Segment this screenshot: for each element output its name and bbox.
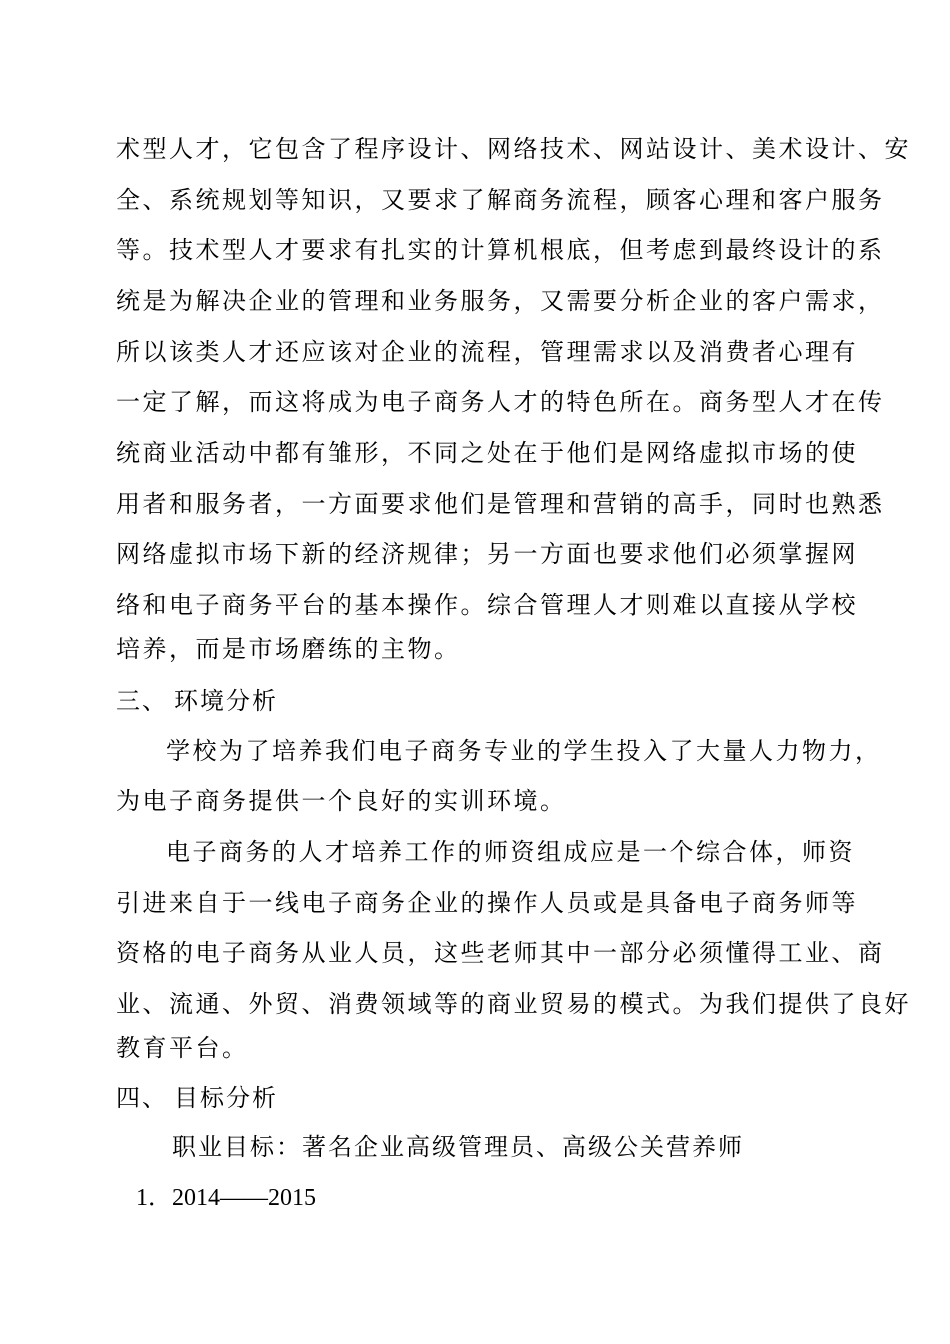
paragraph-line: 学校为了培养我们电子商务专业的学生投入了大量人力物力， [166, 737, 882, 765]
paragraph-line: 引进来自于一线电子商务企业的操作人员或是具备电子商务师等 [116, 889, 858, 917]
paragraph-line: 络和电子商务平台的基本操作。综合管理人才则难以直接从学校 [116, 591, 858, 619]
paragraph-line: 全、系统规划等知识，又要求了解商务流程，顾客心理和客户服务 [116, 186, 885, 214]
paragraph-line: 培养，而是市场磨练的主物。 [116, 635, 461, 663]
paragraph-line: 等。技术型人才要求有扎实的计算机根底，但考虑到最终设计的系 [116, 236, 885, 264]
paragraph-line: 统是为解决企业的管理和业务服务，又需要分析企业的客户需求， [116, 287, 885, 315]
paragraph-line: 教育平台。 [116, 1034, 249, 1062]
paragraph-line: 用者和服务者，一方面要求他们是管理和营销的高手，同时也熟悉 [116, 490, 885, 518]
paragraph-line: 业、流通、外贸、消费领域等的商业贸易的模式。为我们提供了良好 [116, 990, 911, 1018]
section-number: 四、 [116, 1084, 168, 1112]
career-goal: 职业目标：著名企业高级管理员、高级公关营养师 [172, 1133, 744, 1161]
paragraph-line: 网络虚拟市场下新的经济规律；另一方面也要求他们必须掌握网 [116, 540, 858, 568]
list-item: 1．2014——2015 [136, 1185, 316, 1211]
section-heading-3 [116, 686, 278, 716]
paragraph-line: 统商业活动中都有雏形，不同之处在于他们是网络虚拟市场的使 [116, 439, 858, 467]
paragraph-line: 一定了解，而这将成为电子商务人才的特色所在。商务型人才在传 [116, 388, 885, 416]
paragraph-line: 为电子商务提供一个良好的实训环境。 [116, 787, 567, 815]
paragraph-line: 所以该类人才还应该对企业的流程，管理需求以及消费者心理有 [116, 338, 858, 366]
paragraph-line: 资格的电子商务从业人员，这些老师其中一部分必须懂得工业、商 [116, 939, 885, 967]
section-title: 目标分析 [174, 1084, 278, 1112]
section-number: 三、 [116, 687, 168, 715]
section-heading-4 [116, 1083, 278, 1113]
paragraph-line: 电子商务的人才培养工作的师资组成应是一个综合体，师资 [166, 838, 855, 866]
paragraph-line: 术型人才，它包含了程序设计、网络技术、网站设计、美术设计、安 [116, 135, 911, 163]
section-title: 环境分析 [174, 687, 278, 715]
